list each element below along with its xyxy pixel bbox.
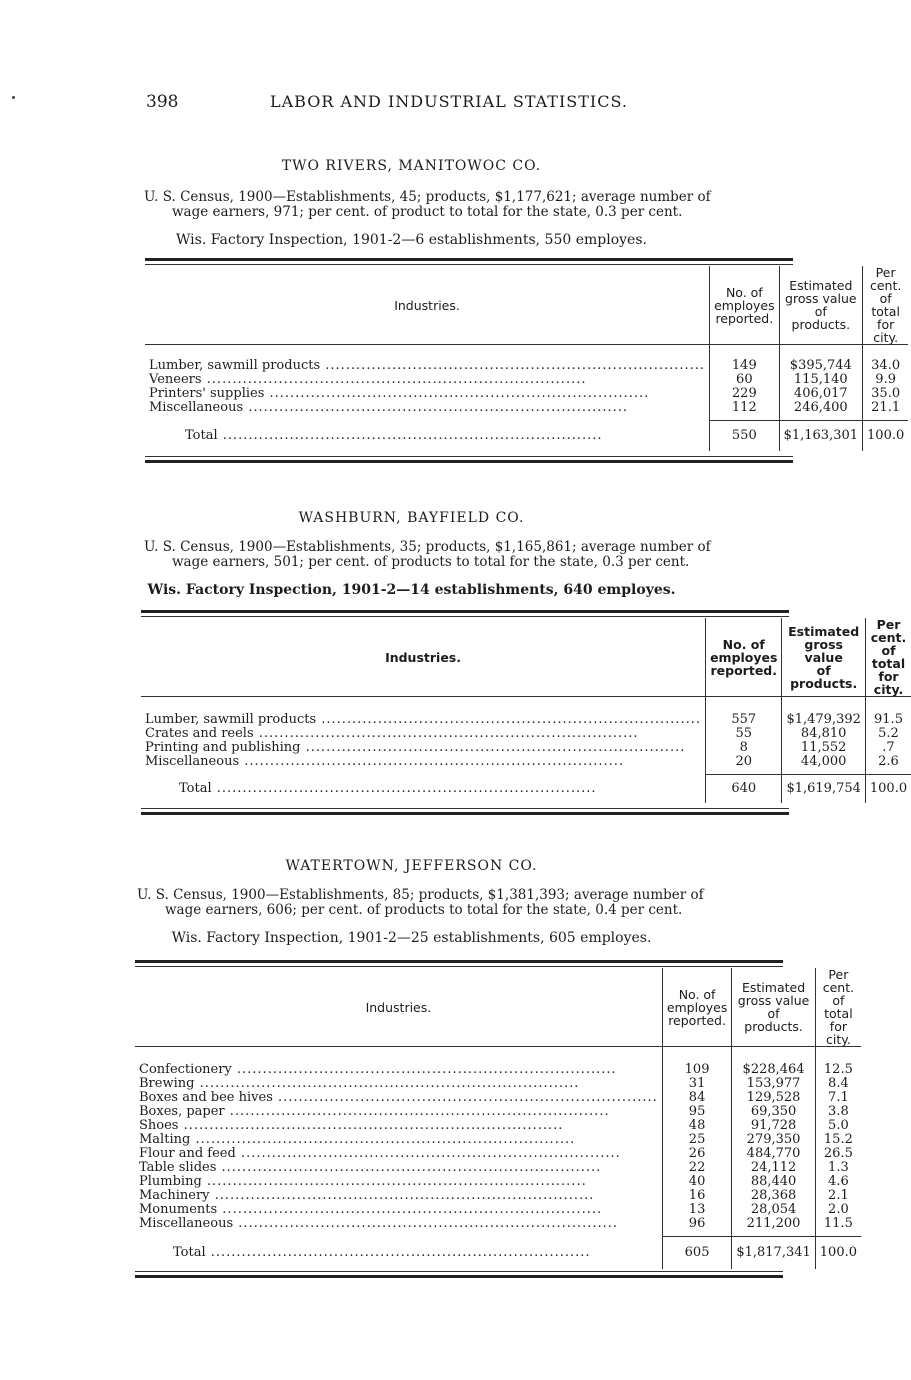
header-line: Estimated: [789, 278, 853, 293]
col-industries: Industries.: [365, 999, 432, 1015]
total-row: [135, 1237, 861, 1269]
table-row: [135, 1133, 861, 1147]
industry-name: Malting .....: [135, 1133, 662, 1147]
industry-name: Miscellaneous .....: [141, 755, 706, 769]
employes-value: 229: [710, 387, 780, 401]
percent-value: 2.6: [865, 755, 911, 769]
percent-value: 5.2: [865, 727, 911, 741]
table-bottom-rule: [141, 812, 789, 815]
table-row: [135, 1175, 861, 1189]
table-row: [141, 727, 911, 741]
industry-name: Boxes, paper .....: [135, 1105, 662, 1119]
gross-value: 484,770: [732, 1147, 815, 1161]
section-title: TWO RIVERS, MANITOWOC CO.: [281, 158, 542, 174]
industries-table: [141, 618, 911, 803]
employes-value: 13: [662, 1203, 732, 1217]
header-line: gross value: [737, 993, 810, 1008]
header-line: city.: [825, 1032, 851, 1047]
header-line: No. of: [722, 636, 765, 652]
census-paragraph: [144, 190, 796, 220]
total-gross: $1,619,754: [782, 775, 865, 803]
percent-value: 4.6: [815, 1175, 861, 1189]
header-line: gross value: [785, 291, 857, 306]
table-row: [135, 1119, 861, 1133]
employes-value: 55: [706, 727, 782, 741]
total-gross: $1,163,301: [779, 421, 862, 451]
inspection-line: Wis. Factory Inspection, 1901-2—25 establishments, 605 employes.: [171, 930, 652, 946]
employes-value: 31: [662, 1077, 732, 1091]
col-gross-value: [782, 618, 865, 697]
col-gross-value: [732, 968, 815, 1047]
table-top-rule-thin: [141, 616, 789, 617]
industry-name: Monuments .....: [135, 1203, 662, 1217]
header-line: Estimated: [788, 623, 860, 639]
header-line: employes: [666, 999, 728, 1015]
percent-value: 3.8: [815, 1105, 861, 1119]
header-line: employes: [710, 649, 778, 665]
industry-name: Table slides .....: [135, 1161, 662, 1175]
percent-value: 5.0: [815, 1119, 861, 1133]
percent-value: 1.3: [815, 1161, 861, 1175]
header-line: total for: [871, 656, 906, 684]
census-paragraph: [137, 888, 789, 918]
page-header: [0, 92, 823, 116]
header-line: reported.: [668, 1012, 726, 1028]
table-row: [145, 401, 908, 415]
employes-value: 84: [662, 1091, 732, 1105]
employes-value: 557: [706, 713, 782, 727]
header-line: of products.: [790, 662, 858, 691]
industry-name: Miscellaneous .....: [145, 401, 710, 415]
gross-value: 11,552: [782, 741, 865, 755]
table-bottom-rule: [135, 1275, 783, 1278]
col-employes: [710, 266, 780, 345]
total-label: Total .....: [145, 421, 710, 451]
table-row: [135, 1105, 861, 1119]
table-row: [141, 741, 911, 755]
table-row: [145, 387, 908, 401]
total-row: [145, 421, 908, 451]
table-row: [135, 1063, 861, 1077]
gross-value: 24,112: [732, 1161, 815, 1175]
section-title: WATERTOWN, JEFFERSON CO.: [285, 858, 538, 874]
table-header-row: [141, 618, 911, 697]
total-percent: 100.0: [865, 775, 911, 803]
col-industries: Industries.: [394, 297, 460, 313]
table-row: [141, 755, 911, 769]
table-bottom-rule-thin: [141, 808, 789, 809]
industry-name: Confectionery .....: [135, 1063, 662, 1077]
table-top-rule: [141, 610, 789, 613]
gross-value: 246,400: [779, 401, 862, 415]
percent-value: 21.1: [863, 401, 909, 415]
header-line: Estimated: [741, 980, 806, 995]
employes-value: 96: [662, 1217, 732, 1231]
header-line: total for: [824, 1006, 853, 1034]
percent-value: 9.9: [863, 373, 909, 387]
section-title: WASHBURN, BAYFIELD CO.: [298, 510, 525, 526]
inspection-line: Wis. Factory Inspection, 1901-2—6 establishments, 550 employes.: [176, 232, 647, 248]
percent-value: 35.0: [863, 387, 909, 401]
percent-value: .7: [865, 741, 911, 755]
total-row: [141, 775, 911, 803]
header-line: Per cent. of: [822, 967, 855, 1008]
census-line-2: wage earners, 971; per cent. of product to total for the state, 0.3 per cent.: [172, 204, 683, 220]
employes-value: 149: [710, 359, 780, 373]
industry-name: Shoes .....: [135, 1119, 662, 1133]
header-line: employes: [714, 297, 775, 313]
col-percent: [815, 968, 861, 1047]
table-row: [135, 1203, 861, 1217]
total-employes: 605: [662, 1237, 732, 1269]
page-number: 398: [146, 92, 179, 112]
gross-value: $1,479,392: [782, 713, 865, 727]
col-employes: [706, 618, 782, 697]
header-line: Per cent. of: [870, 617, 907, 658]
table-row: [135, 1161, 861, 1175]
gross-value: $395,744: [779, 359, 862, 373]
col-percent: [863, 266, 909, 345]
table-bottom-rule-thin: [135, 1271, 783, 1272]
employes-value: 112: [710, 401, 780, 415]
table-row: [135, 1217, 861, 1231]
header-line: of products.: [791, 304, 851, 332]
percent-value: 34.0: [863, 359, 909, 373]
table-top-rule-thin: [145, 264, 793, 265]
employes-value: 95: [662, 1105, 732, 1119]
census-line-2: wage earners, 606; per cent. of products to total for the state, 0.4 per cent.: [165, 902, 683, 918]
gross-value: 279,350: [732, 1133, 815, 1147]
gross-value: 406,017: [779, 387, 862, 401]
header-line: Per cent. of: [869, 265, 902, 306]
header-line: No. of: [678, 986, 716, 1002]
gross-value: 84,810: [782, 727, 865, 741]
employes-value: 16: [662, 1189, 732, 1203]
gross-value: 129,528: [732, 1091, 815, 1105]
census-line-1: U. S. Census, 1900—Establishments, 85; products, $1,381,393; average number of: [137, 887, 704, 903]
percent-value: 8.4: [815, 1077, 861, 1091]
total-employes: 640: [706, 775, 782, 803]
industry-name: Crates and reels .....: [141, 727, 706, 741]
table-bottom-rule-thin: [145, 456, 793, 457]
total-gross: $1,817,341: [732, 1237, 815, 1269]
col-employes: [662, 968, 732, 1047]
gross-value: 88,440: [732, 1175, 815, 1189]
col-percent: [865, 618, 911, 697]
table-row: [141, 713, 911, 727]
industry-name: Veneers .....: [145, 373, 710, 387]
gross-value: 28,368: [732, 1189, 815, 1203]
employes-value: 109: [662, 1063, 732, 1077]
col-industries: Industries.: [385, 649, 461, 665]
col-gross-value: [779, 266, 862, 345]
industries-table: [145, 266, 908, 451]
gross-value: 153,977: [732, 1077, 815, 1091]
percent-value: 7.1: [815, 1091, 861, 1105]
percent-value: 12.5: [815, 1063, 861, 1077]
header-line: city.: [873, 682, 904, 697]
gross-value: 28,054: [732, 1203, 815, 1217]
census-paragraph: [144, 540, 796, 570]
employes-value: 60: [710, 373, 780, 387]
table-row: [145, 373, 908, 387]
industry-name: Machinery .....: [135, 1189, 662, 1203]
table-row: [135, 1091, 861, 1105]
industry-name: Printers' supplies .....: [145, 387, 710, 401]
industry-name: Lumber, sawmill products .....: [141, 713, 706, 727]
running-title: LABOR AND INDUSTRIAL STATISTICS.: [270, 92, 628, 111]
census-line-1: U. S. Census, 1900—Establishments, 45; products, $1,177,621; average number of: [144, 189, 711, 205]
gross-value: 115,140: [779, 373, 862, 387]
table-header-row: [135, 968, 861, 1047]
employes-value: 26: [662, 1147, 732, 1161]
employes-value: 22: [662, 1161, 732, 1175]
table-bottom-rule: [145, 460, 793, 463]
total-percent: 100.0: [815, 1237, 861, 1269]
industry-name: Printing and publishing .....: [141, 741, 706, 755]
industry-name: Flour and feed .....: [135, 1147, 662, 1161]
table-row: [135, 1189, 861, 1203]
industry-name: Plumbing .....: [135, 1175, 662, 1189]
industry-name: Boxes and bee hives .....: [135, 1091, 662, 1105]
percent-value: 2.1: [815, 1189, 861, 1203]
employes-value: 8: [706, 741, 782, 755]
table-top-rule-thin: [135, 966, 783, 967]
gross-value: $228,464: [732, 1063, 815, 1077]
header-line: No. of: [725, 284, 763, 300]
percent-value: 11.5: [815, 1217, 861, 1231]
industries-table: [135, 968, 861, 1269]
table-row: [145, 359, 908, 373]
industry-name: Brewing .....: [135, 1077, 662, 1091]
gross-value: 44,000: [782, 755, 865, 769]
census-line-2: wage earners, 501; per cent. of products to total for the state, 0.3 per cent.: [172, 554, 690, 570]
total-label: Total .....: [141, 775, 706, 803]
header-line: reported.: [710, 662, 777, 678]
table-top-rule: [135, 960, 783, 963]
employes-value: 40: [662, 1175, 732, 1189]
total-employes: 550: [710, 421, 780, 451]
table-row: [135, 1077, 861, 1091]
industry-name: Lumber, sawmill products .....: [145, 359, 710, 373]
header-line: of products.: [744, 1006, 803, 1034]
header-line: gross value: [804, 636, 843, 665]
table-header-row: [145, 266, 908, 345]
census-line-1: U. S. Census, 1900—Establishments, 35; products, $1,165,861; average number of: [144, 539, 711, 555]
percent-value: 26.5: [815, 1147, 861, 1161]
gross-value: 91,728: [732, 1119, 815, 1133]
employes-value: 25: [662, 1133, 732, 1147]
percent-value: 2.0: [815, 1203, 861, 1217]
header-line: city.: [873, 330, 899, 345]
inspection-line: Wis. Factory Inspection, 1901-2—14 establishments, 640 employes.: [147, 582, 676, 598]
percent-value: 91.5: [865, 713, 911, 727]
gross-value: 69,350: [732, 1105, 815, 1119]
header-line: total for: [871, 304, 900, 332]
employes-value: 20: [706, 755, 782, 769]
table-top-rule: [145, 258, 793, 261]
total-label: Total .....: [135, 1237, 662, 1269]
header-line: reported.: [715, 310, 774, 326]
total-percent: 100.0: [863, 421, 909, 451]
industry-name: Miscellaneous .....: [135, 1217, 662, 1231]
table-row: [135, 1147, 861, 1161]
gross-value: 211,200: [732, 1217, 815, 1231]
employes-value: 48: [662, 1119, 732, 1133]
percent-value: 15.2: [815, 1133, 861, 1147]
